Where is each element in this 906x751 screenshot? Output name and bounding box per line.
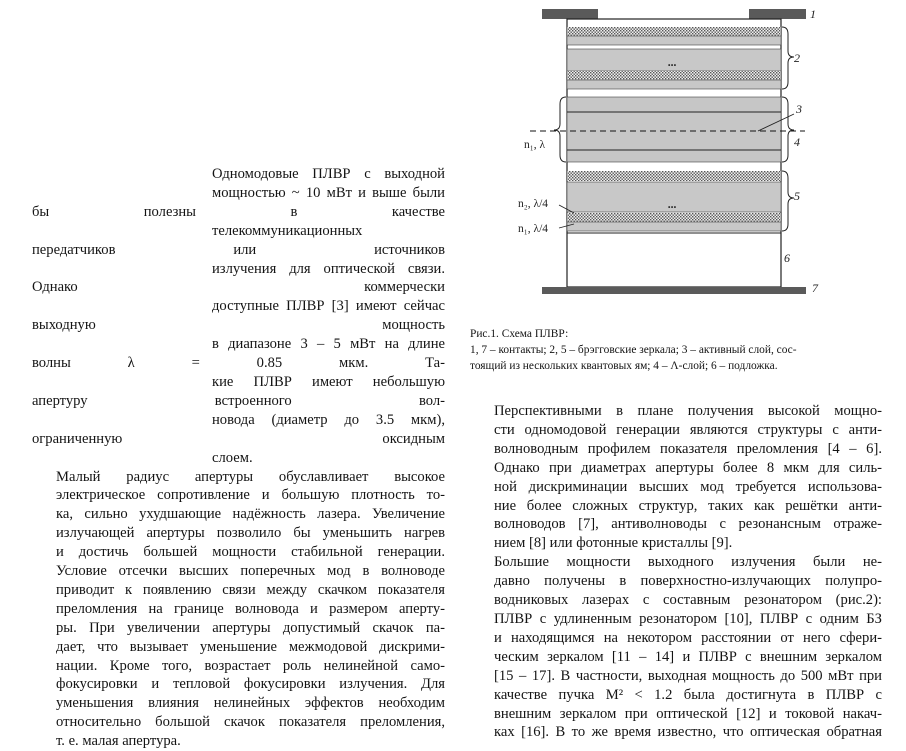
text-line: преломления на границе волновода и размером аперту- xyxy=(32,600,445,619)
paragraph-p3 xyxy=(470,402,882,553)
text-line: нации. Кроме того, возрастает роль нелинейной само- xyxy=(32,657,445,676)
text-line: Условие отсечки высших поперечных мод в волноводе xyxy=(32,562,445,581)
text-line: ческим зеркалом [11 – 14] и ПЛВР с внешним зеркалом xyxy=(470,648,882,667)
text-line: фокусировки и тепловой фокусировки излучения. Для xyxy=(32,675,445,694)
text-line: излучающей апертуры позволило бы уменьшить нагрев xyxy=(32,524,445,543)
text-line: мощностью ~ 10 мВт и выше были бы полезны в качестве xyxy=(32,184,445,222)
left-column xyxy=(32,165,445,751)
label-6: 6 xyxy=(784,251,790,265)
dbr-top-hatch-2 xyxy=(567,71,781,80)
brace-active xyxy=(782,97,794,162)
text-line: дает, что вызывает уменьшение межмодовой дискрими- xyxy=(32,638,445,657)
text-line: [15 – 17]. В частности, выходная мощность до 500 мВт при xyxy=(470,667,882,686)
text-line: и достичь большей мощности стабильной генерации. xyxy=(32,543,445,562)
bottom-contact xyxy=(542,287,806,294)
text-line: кие ПЛВР имеют небольшую апертуру встроенного вол- xyxy=(32,373,445,411)
text-line: ка, сильно ухудшающие надёжность лазера. Увеличение xyxy=(32,505,445,524)
text-line: Одномодовые ПЛВР с выходной xyxy=(32,165,445,184)
text-line: излучения для оптической связи. Однако коммерчески xyxy=(32,260,445,298)
top-contact-left xyxy=(542,9,598,19)
brace-left-active xyxy=(554,97,566,162)
text-line: Однако при диаметрах апертуры более 8 мкм для силь- xyxy=(470,459,882,478)
text-line: ках [16]. В то же время известно, что оптическая обратная xyxy=(470,723,882,742)
caption-line: 1, 7 – контакты; 2, 5 – брэгговские зеркала; 3 – активный слой, сос- xyxy=(470,342,890,358)
paragraph-p4 xyxy=(470,553,882,742)
figure-caption xyxy=(470,326,890,374)
dbr-bottom-hatch-2 xyxy=(567,213,781,222)
active-layer-region xyxy=(567,97,781,162)
text-line: качестве пучка M² < 1.2 была достигнута в ПЛВР с xyxy=(470,686,882,705)
paragraph-p1 xyxy=(32,165,445,468)
label-1: 1 xyxy=(810,7,816,21)
text-line: волноводным профилем показателя преломления [4 – 6]. xyxy=(470,440,882,459)
label-2: 2 xyxy=(794,51,800,65)
caption-line: тоящий из нескольких квантовых ям; 4 – Λ-слой; 6 – подложка. xyxy=(470,358,890,374)
ellipsis-bottom: ... xyxy=(668,199,677,211)
label-mirror-n1: n₁, λ/4 xyxy=(518,223,548,235)
text-line: сти одномодовой генерации являются структуры с анти- xyxy=(470,421,882,440)
text-line: ной дискриминации высших мод требуется использова- xyxy=(470,478,882,497)
label-4: 4 xyxy=(794,135,800,149)
text-line: нием [8] или фотонные кристаллы [9]. xyxy=(470,534,882,553)
label-mirror-n2: n₂, λ/4 xyxy=(518,198,548,210)
dbr-top-hatch-1 xyxy=(567,27,781,36)
text-line: новода (диаметр до 3.5 мкм), ограниченную оксидным xyxy=(32,411,445,449)
text-line: и находящимся на некотором расстоянии от него сфери- xyxy=(470,629,882,648)
text-line: волноводов [7], антиволноводы с резонансным отраже- xyxy=(470,515,882,534)
text-line: Большие мощности выходного излучения были не- xyxy=(470,553,882,572)
text-line: телекоммуникационных передатчиков или источников xyxy=(32,222,445,260)
dbr-top-gray-3 xyxy=(567,80,781,89)
brace-mirror-top xyxy=(782,27,794,89)
text-line: слоем. xyxy=(32,449,445,468)
ellipsis-top: ... xyxy=(668,57,677,69)
dbr-top-gray-1 xyxy=(567,36,781,45)
text-line: Перспективными в плане получения высокой мощно- xyxy=(470,402,882,421)
label-7: 7 xyxy=(812,281,819,295)
text-line: относительно большой скачок показателя преломления, xyxy=(32,713,445,732)
text-line: ПЛВР с удлиненным резонатором [10], ПЛВР с одним БЗ xyxy=(470,610,882,629)
dbr-bottom-gray-2 xyxy=(567,222,781,231)
text-line: водниковых лазерах с составным резонатором (рис.2): xyxy=(470,591,882,610)
vcsel-diagram xyxy=(470,0,906,320)
text-line: ры. При увеличении апертуры допустимый скачок па- xyxy=(32,619,445,638)
text-line: Малый радиус апертуры обуславливает высокое xyxy=(32,468,445,487)
label-3: 3 xyxy=(795,102,802,116)
text-line: ние более сложных структур, таких как решётки анти- xyxy=(470,497,882,516)
text-line: внешним зеркалом при оптической [12] и токовой накач- xyxy=(470,705,882,724)
text-line: приводит к появлению связи между скачком показателя xyxy=(32,581,445,600)
dbr-bottom-hatch-1 xyxy=(567,171,781,181)
label-5: 5 xyxy=(794,189,800,203)
label-active-n1: n₁, λ xyxy=(524,139,546,151)
paragraph-p2 xyxy=(32,468,445,751)
vcsel-schematic-svg xyxy=(470,0,906,320)
text-line: доступные ПЛВР [3] имеют сейчас выходную мощность xyxy=(32,297,445,335)
text-line: давно получены в поверхностно-излучающих полупро- xyxy=(470,572,882,591)
top-contact-right xyxy=(749,9,806,19)
text-line: в диапазоне 3 – 5 мВт на длине волны λ = 0.85 мкм. Та- xyxy=(32,335,445,373)
right-column xyxy=(470,402,882,742)
text-line: электрическое сопротивление и большую плотность то- xyxy=(32,486,445,505)
brace-mirror-bottom xyxy=(782,171,794,231)
text-line: уменьшения влияния нелинейных эффектов необходим xyxy=(32,694,445,713)
caption-title: Рис.1. Схема ПЛВР: xyxy=(470,326,890,342)
text-line: т. е. малая апертура. xyxy=(32,732,445,751)
